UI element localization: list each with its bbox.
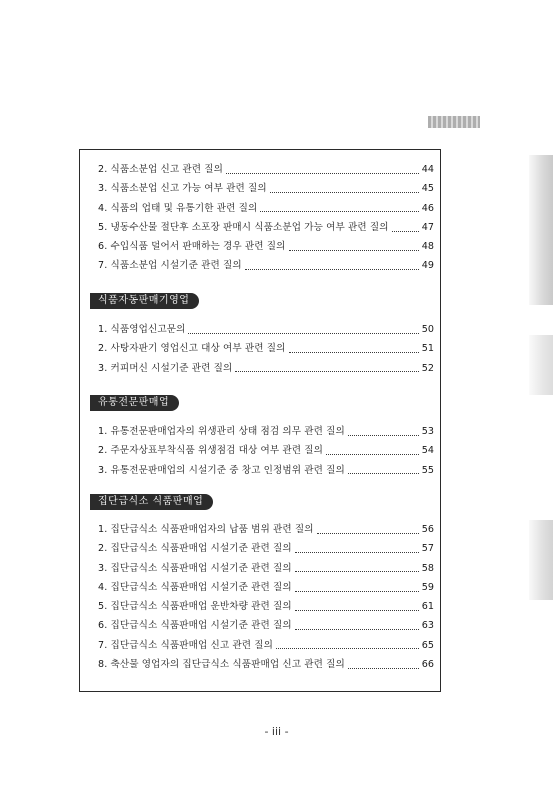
dot-leader bbox=[295, 570, 419, 572]
dot-leader bbox=[295, 628, 419, 630]
toc-entry-title: 5. 냉동수산물 절단후 소포장 판매시 식품소분업 가능 여부 관련 질의 bbox=[98, 221, 389, 233]
toc-entry[interactable] bbox=[80, 540, 440, 559]
dot-leader bbox=[260, 210, 418, 212]
header-running-mark bbox=[428, 116, 480, 128]
toc-entry[interactable] bbox=[80, 257, 440, 276]
toc-entry-title: 4. 집단급식소 식품판매업 시설기준 관련 질의 bbox=[98, 581, 292, 593]
toc-entry-page: 59 bbox=[421, 581, 434, 593]
toc-entry[interactable] bbox=[80, 442, 440, 461]
toc-entry-page: 56 bbox=[421, 524, 434, 535]
dot-leader bbox=[392, 230, 419, 232]
toc-entry-page: 65 bbox=[421, 639, 434, 651]
toc-entry-title: 2. 식품소분업 신고 관련 질의 bbox=[98, 164, 223, 175]
toc-entry-page: 45 bbox=[421, 183, 434, 195]
dot-leader bbox=[245, 268, 419, 270]
toc-entry[interactable] bbox=[80, 321, 440, 340]
dot-leader bbox=[289, 351, 419, 353]
toc-entry[interactable] bbox=[80, 598, 440, 617]
toc-entry-page: 52 bbox=[421, 362, 434, 374]
dot-leader bbox=[348, 434, 419, 436]
toc-section-distribution bbox=[80, 423, 440, 481]
toc-entry-title: 2. 주문자상표부착식품 위생점검 대상 여부 관련 질의 bbox=[98, 445, 323, 457]
dot-leader bbox=[270, 191, 419, 193]
toc-entry[interactable] bbox=[80, 238, 440, 257]
toc-entry-title: 1. 집단급식소 식품판매업자의 납품 범위 관련 질의 bbox=[98, 524, 314, 535]
toc-entry[interactable] bbox=[80, 521, 440, 540]
toc-entry[interactable] bbox=[80, 180, 440, 199]
toc-entry[interactable] bbox=[80, 200, 440, 219]
toc-entry-title: 7. 식품소분업 시설기준 관련 질의 bbox=[98, 260, 242, 272]
toc-entry[interactable] bbox=[80, 560, 440, 579]
dot-leader bbox=[226, 172, 419, 174]
toc-entry[interactable] bbox=[80, 340, 440, 359]
toc-entry-page: 57 bbox=[421, 543, 434, 555]
toc-entry-page: 55 bbox=[421, 464, 434, 476]
toc-entry-page: 54 bbox=[421, 445, 434, 457]
toc-entry-title: 3. 집단급식소 식품판매업 시설기준 관련 질의 bbox=[98, 562, 292, 574]
toc-entry[interactable] bbox=[80, 360, 440, 379]
dot-leader bbox=[348, 667, 419, 669]
page-edge-shadow bbox=[529, 335, 553, 395]
table-of-contents bbox=[79, 149, 441, 692]
toc-entry[interactable] bbox=[80, 579, 440, 598]
toc-entry-page: 47 bbox=[421, 221, 434, 233]
toc-entry[interactable] bbox=[80, 637, 440, 656]
toc-entry-page: 49 bbox=[421, 260, 434, 272]
toc-entry-title: 6. 집단급식소 식품판매업 시설기준 관련 질의 bbox=[98, 620, 292, 632]
dot-leader bbox=[289, 249, 419, 251]
toc-entry-title: 8. 축산물 영업자의 집단급식소 식품판매업 신고 관련 질의 bbox=[98, 659, 345, 671]
toc-entry-page: 63 bbox=[421, 620, 434, 632]
page-edge-shadow bbox=[529, 155, 553, 305]
toc-section-food-subdivision bbox=[80, 161, 440, 277]
toc-entry-page: 48 bbox=[421, 241, 434, 253]
toc-entry[interactable] bbox=[80, 617, 440, 636]
dot-leader bbox=[295, 551, 419, 553]
toc-entry-title: 2. 사탕자판기 영업신고 대상 여부 관련 질의 bbox=[98, 343, 286, 355]
dot-leader bbox=[326, 453, 419, 455]
toc-entry-title: 1. 식품영업신고문의 bbox=[98, 324, 186, 335]
section-heading-distribution: 유통전문판매업 bbox=[90, 395, 179, 411]
dot-leader bbox=[317, 532, 419, 534]
toc-entry[interactable] bbox=[80, 423, 440, 442]
toc-entry-page: 66 bbox=[421, 659, 434, 671]
toc-entry-page: 51 bbox=[421, 343, 434, 355]
section-heading-vending: 식품자동판매기영업 bbox=[90, 293, 199, 309]
section-heading-catering: 집단급식소 식품판매업 bbox=[90, 494, 213, 510]
toc-section-vending bbox=[80, 321, 440, 379]
toc-entry-page: 58 bbox=[421, 562, 434, 574]
toc-entry-title: 3. 유통전문판매업의 시설기준 중 창고 인정범위 관련 질의 bbox=[98, 464, 345, 476]
toc-entry-title: 4. 식품의 업태 및 유통기한 관련 질의 bbox=[98, 202, 258, 214]
toc-entry-title: 7. 집단급식소 식품판매업 신고 관련 질의 bbox=[98, 639, 273, 651]
toc-entry-title: 3. 식품소분업 신고 가능 여부 관련 질의 bbox=[98, 183, 267, 195]
toc-entry-title: 6. 수입식품 덜어서 판매하는 경우 관련 질의 bbox=[98, 241, 286, 253]
toc-entry-title: 2. 집단급식소 식품판매업 시설기준 관련 질의 bbox=[98, 543, 292, 555]
page-number-footer: - iii - bbox=[264, 725, 289, 738]
dot-leader bbox=[295, 590, 419, 592]
page-edge-shadow bbox=[529, 520, 553, 600]
toc-entry[interactable] bbox=[80, 161, 440, 180]
toc-entry-title: 5. 집단급식소 식품판매업 운반차량 관련 질의 bbox=[98, 601, 292, 613]
toc-entry-page: 61 bbox=[421, 601, 434, 613]
toc-entry[interactable] bbox=[80, 462, 440, 481]
dot-leader bbox=[295, 609, 419, 611]
dot-leader bbox=[348, 472, 419, 474]
toc-entry-page: 46 bbox=[421, 202, 434, 214]
toc-entry-page: 50 bbox=[421, 324, 434, 335]
dot-leader bbox=[188, 332, 418, 334]
toc-section-catering bbox=[80, 521, 440, 675]
dot-leader bbox=[235, 370, 418, 372]
toc-entry[interactable] bbox=[80, 219, 440, 238]
toc-entry-page: 53 bbox=[421, 426, 434, 437]
dot-leader bbox=[276, 647, 419, 649]
toc-entry-title: 1. 유통전문판매업자의 위생관리 상태 점검 의무 관련 질의 bbox=[98, 426, 345, 437]
toc-entry-title: 3. 커피머신 시설기준 관련 질의 bbox=[98, 362, 233, 374]
toc-entry[interactable] bbox=[80, 656, 440, 675]
toc-entry-page: 44 bbox=[421, 164, 434, 175]
